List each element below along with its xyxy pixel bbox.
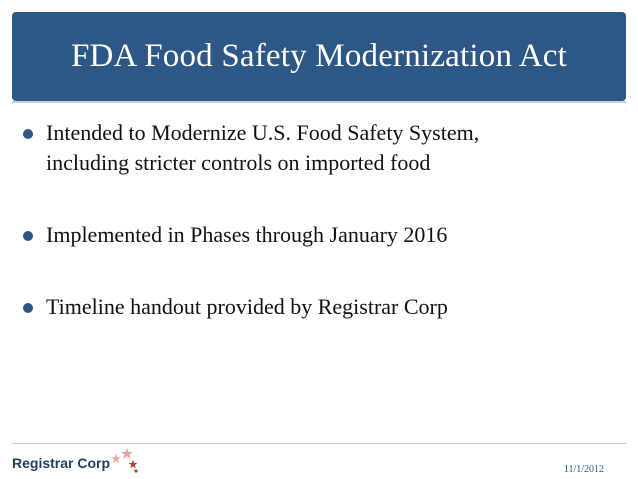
bullet-dot-icon	[23, 129, 33, 139]
slide-date: 11/1/2012	[563, 464, 604, 475]
bullet-list	[22, 118, 612, 364]
registrar-corp-logo	[12, 446, 137, 476]
bullet-line: including stricter controls on imported food	[46, 150, 431, 175]
bullet-item	[22, 118, 612, 178]
slide-title: FDA Food Safety Modernization Act	[70, 38, 568, 74]
bullet-item	[22, 292, 612, 322]
bullet-line: Intended to Modernize U.S. Food Safety System,	[46, 120, 480, 145]
slide-title-bar	[12, 12, 626, 101]
logo-stars-icon	[107, 446, 139, 476]
bullet-dot-icon	[23, 303, 33, 313]
bullet-text: Implemented in Phases through January 2016	[46, 222, 448, 247]
bullet-dot-icon	[23, 231, 33, 241]
bullet-text: Timeline handout provided by Registrar Corp	[46, 294, 448, 319]
bullet-item	[22, 220, 612, 250]
logo-text: Registrar Corp	[12, 455, 111, 471]
footer-divider	[12, 443, 626, 444]
title-divider	[12, 101, 626, 103]
bullet-text	[46, 118, 479, 178]
